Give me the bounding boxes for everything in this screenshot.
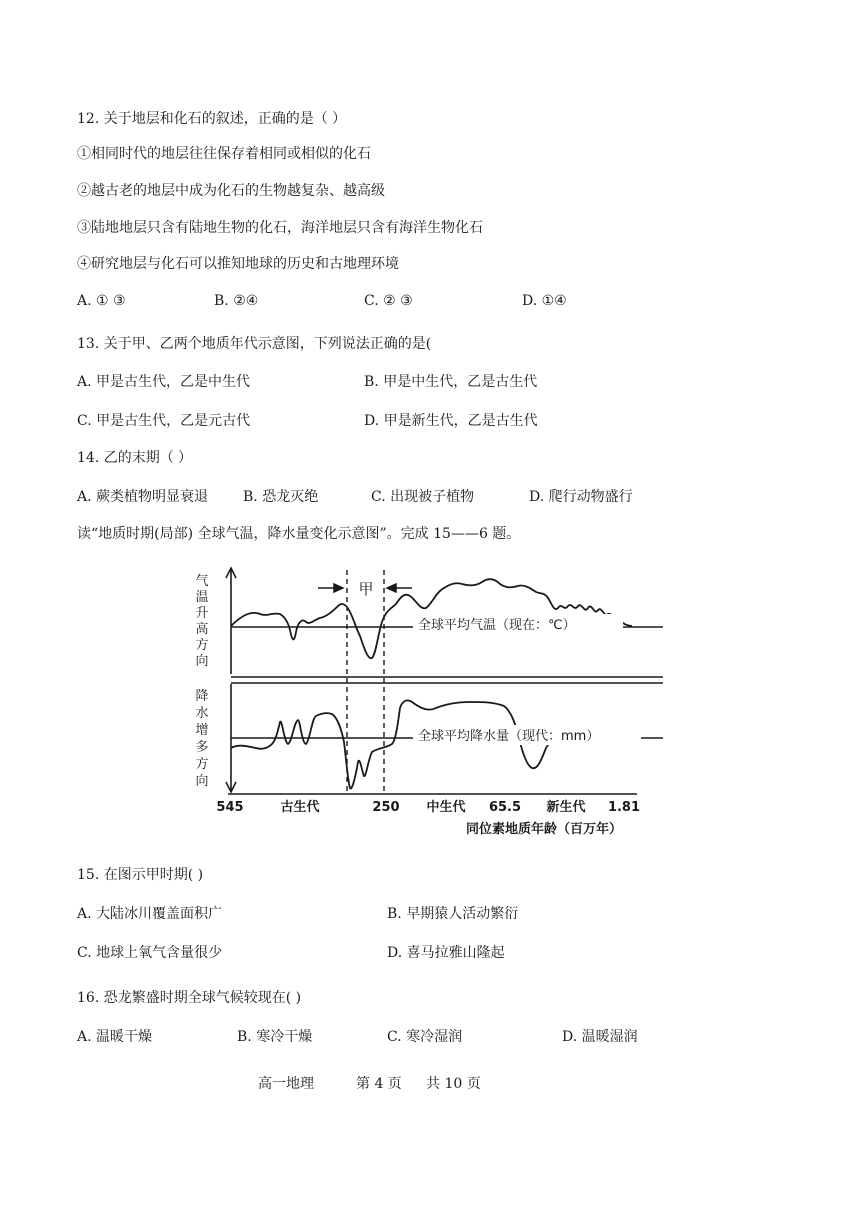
- temp-axis-char-6: 向: [195, 654, 209, 669]
- q12-statement-3: ③陆地地层只含有陆地生物的化石，海洋地层只含有海洋生物化石: [77, 220, 483, 236]
- q13-option-d: D. 甲是新生代，乙是古生代: [364, 413, 538, 429]
- footer-total: 共 10 页: [426, 1076, 481, 1092]
- q16-option-c: C. 寒冷湿润: [387, 1029, 463, 1045]
- figure-intro: 读“地质时期(局部) 全球气温，降水量变化示意图”。完成 15——6 题。: [77, 526, 521, 542]
- x-label-1-81: 1.81: [607, 800, 641, 815]
- q16-option-a: A. 温暖干燥: [77, 1029, 153, 1045]
- temperature-axis-label: [195, 574, 208, 669]
- q14-option-a: A. 蕨类植物明显衰退: [77, 489, 209, 505]
- climate-figure: [0, 562, 860, 842]
- q16-option-d: D. 温暖湿润: [562, 1029, 638, 1045]
- precip-axis-char-5: 方: [195, 757, 209, 772]
- q12-statement-2: ②越古老的地层中成为化石的生物越复杂、越高级: [77, 183, 385, 199]
- q12-option-d: D. ①④: [522, 293, 567, 309]
- footer-page: 第 4 页: [356, 1076, 402, 1092]
- period-marker-label: 甲: [358, 580, 374, 598]
- precipitation-axis-label: [195, 689, 208, 789]
- precip-axis-char-4: 多: [195, 740, 209, 755]
- q14-option-c: C. 出现被子植物: [371, 489, 475, 505]
- q15-option-c: C. 地球上氧气含量很少: [77, 945, 223, 961]
- precip-axis-char-2: 水: [195, 706, 209, 721]
- footer-subject: 高一地理: [258, 1076, 314, 1092]
- x-label-cenozoic: 新生代: [546, 800, 586, 815]
- q16-stem: 16. 恐龙繁盛时期全球气候较现在( ): [77, 990, 302, 1006]
- q12-stem: 12. 关于地层和化石的叙述，正确的是（ ）: [77, 111, 347, 127]
- precip-axis-char-1: 降: [195, 689, 209, 704]
- precip-axis-char-6: 向: [195, 774, 209, 789]
- q13-option-a: A. 甲是古生代，乙是中生代: [77, 374, 251, 390]
- temp-axis-char-3: 升: [195, 606, 209, 621]
- x-label-paleozoic: 古生代: [280, 800, 320, 815]
- q12-statement-4: ④研究地层与化石可以推知地球的历史和古地理环境: [77, 256, 399, 272]
- temp-axis-char-2: 温: [195, 590, 209, 605]
- q13-stem: 13. 关于甲、乙两个地质年代示意图，下列说法正确的是(: [77, 336, 432, 352]
- q12-option-c: C. ② ③: [364, 293, 413, 309]
- x-label-65-5: 65.5: [488, 800, 522, 815]
- q14-option-b: B. 恐龙灭绝: [243, 489, 319, 505]
- temp-axis-char-1: 气: [195, 574, 209, 589]
- x-axis-title: 同位素地质年龄（百万年）: [466, 822, 623, 837]
- temp-axis-char-4: 高: [195, 622, 209, 637]
- x-label-545: 545: [216, 800, 244, 815]
- precip-baseline-label: 全球平均降水量（现代：mm）: [418, 729, 600, 744]
- x-label-250: 250: [372, 800, 400, 815]
- q12-option-b: B. ②④: [214, 293, 259, 309]
- q15-option-b: B. 早期猿人活动繁衍: [387, 906, 519, 922]
- x-axis-labels: [216, 799, 640, 815]
- q13-option-c: C. 甲是古生代，乙是元古代: [77, 413, 251, 429]
- q14-option-d: D. 爬行动物盛行: [529, 489, 633, 505]
- precip-axis-char-3: 增: [195, 723, 209, 738]
- temp-baseline-label: 全球平均气温（现在：℃）: [418, 618, 576, 633]
- axis-lines: [226, 568, 663, 794]
- temp-axis-char-5: 方: [195, 638, 209, 653]
- q16-option-b: B. 寒冷干燥: [237, 1029, 313, 1045]
- x-label-mesozoic: 中生代: [426, 800, 466, 815]
- q12-option-a: A. ① ③: [77, 293, 126, 309]
- q15-option-d: D. 喜马拉雅山隆起: [387, 945, 505, 961]
- q14-stem: 14. 乙的末期（ ）: [77, 450, 193, 466]
- q12-statement-1: ①相同时代的地层往往保存着相同或相似的化石: [77, 146, 371, 162]
- q15-stem: 15. 在图示甲时期( ): [77, 867, 204, 883]
- q13-option-b: B. 甲是中生代，乙是古生代: [364, 374, 538, 390]
- q15-option-a: A. 大陆冰川覆盖面积广: [77, 906, 223, 922]
